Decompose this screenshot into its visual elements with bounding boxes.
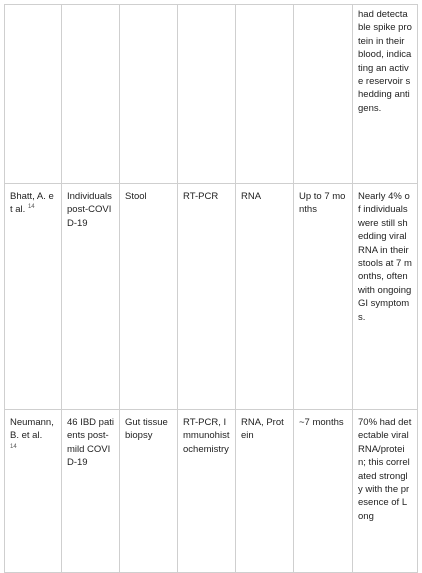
findings-cell: had detectable spike protein in their blood, indicating an active reservoir shedding antigens.	[353, 5, 418, 184]
findings-cell: 70% had detectable viral RNA/protein; this correlated strongly with the presence of Long	[353, 410, 418, 573]
study-table-container	[4, 4, 417, 573]
author-cell	[5, 184, 62, 410]
duration-cell: Up to 7 months	[294, 184, 353, 410]
target-cell	[236, 5, 294, 184]
method-cell	[178, 5, 236, 184]
author-cell	[5, 410, 62, 573]
population-cell	[62, 5, 120, 184]
target-cell: RNA, Protein	[236, 410, 294, 573]
method-cell: RT-PCR, Immunohistochemistry	[178, 410, 236, 573]
duration-cell: ~7 months	[294, 410, 353, 573]
population-cell: 46 IBD patients post-mild COVID-19	[62, 410, 120, 573]
duration-cell	[294, 5, 353, 184]
study-table	[4, 4, 418, 573]
population-cell: Individuals post-COVID-19	[62, 184, 120, 410]
sample-cell: Stool	[120, 184, 178, 410]
table-row	[5, 5, 418, 184]
citation-ref: 14	[10, 443, 17, 450]
method-cell: RT-PCR	[178, 184, 236, 410]
sample-cell: Gut tissue biopsy	[120, 410, 178, 573]
author-cell	[5, 5, 62, 184]
author-text: Bhatt, A. et al.	[10, 191, 54, 216]
sample-cell	[120, 5, 178, 184]
findings-cell: Nearly 4% of individuals were still shedding viral RNA in their stools at 7 months, often with ongoing GI symptoms.	[353, 184, 418, 410]
author-text: Neumann, B. et al.	[10, 417, 54, 442]
table-row	[5, 184, 418, 410]
target-cell: RNA	[236, 184, 294, 410]
citation-ref: 14	[27, 204, 35, 211]
table-row	[5, 410, 418, 573]
